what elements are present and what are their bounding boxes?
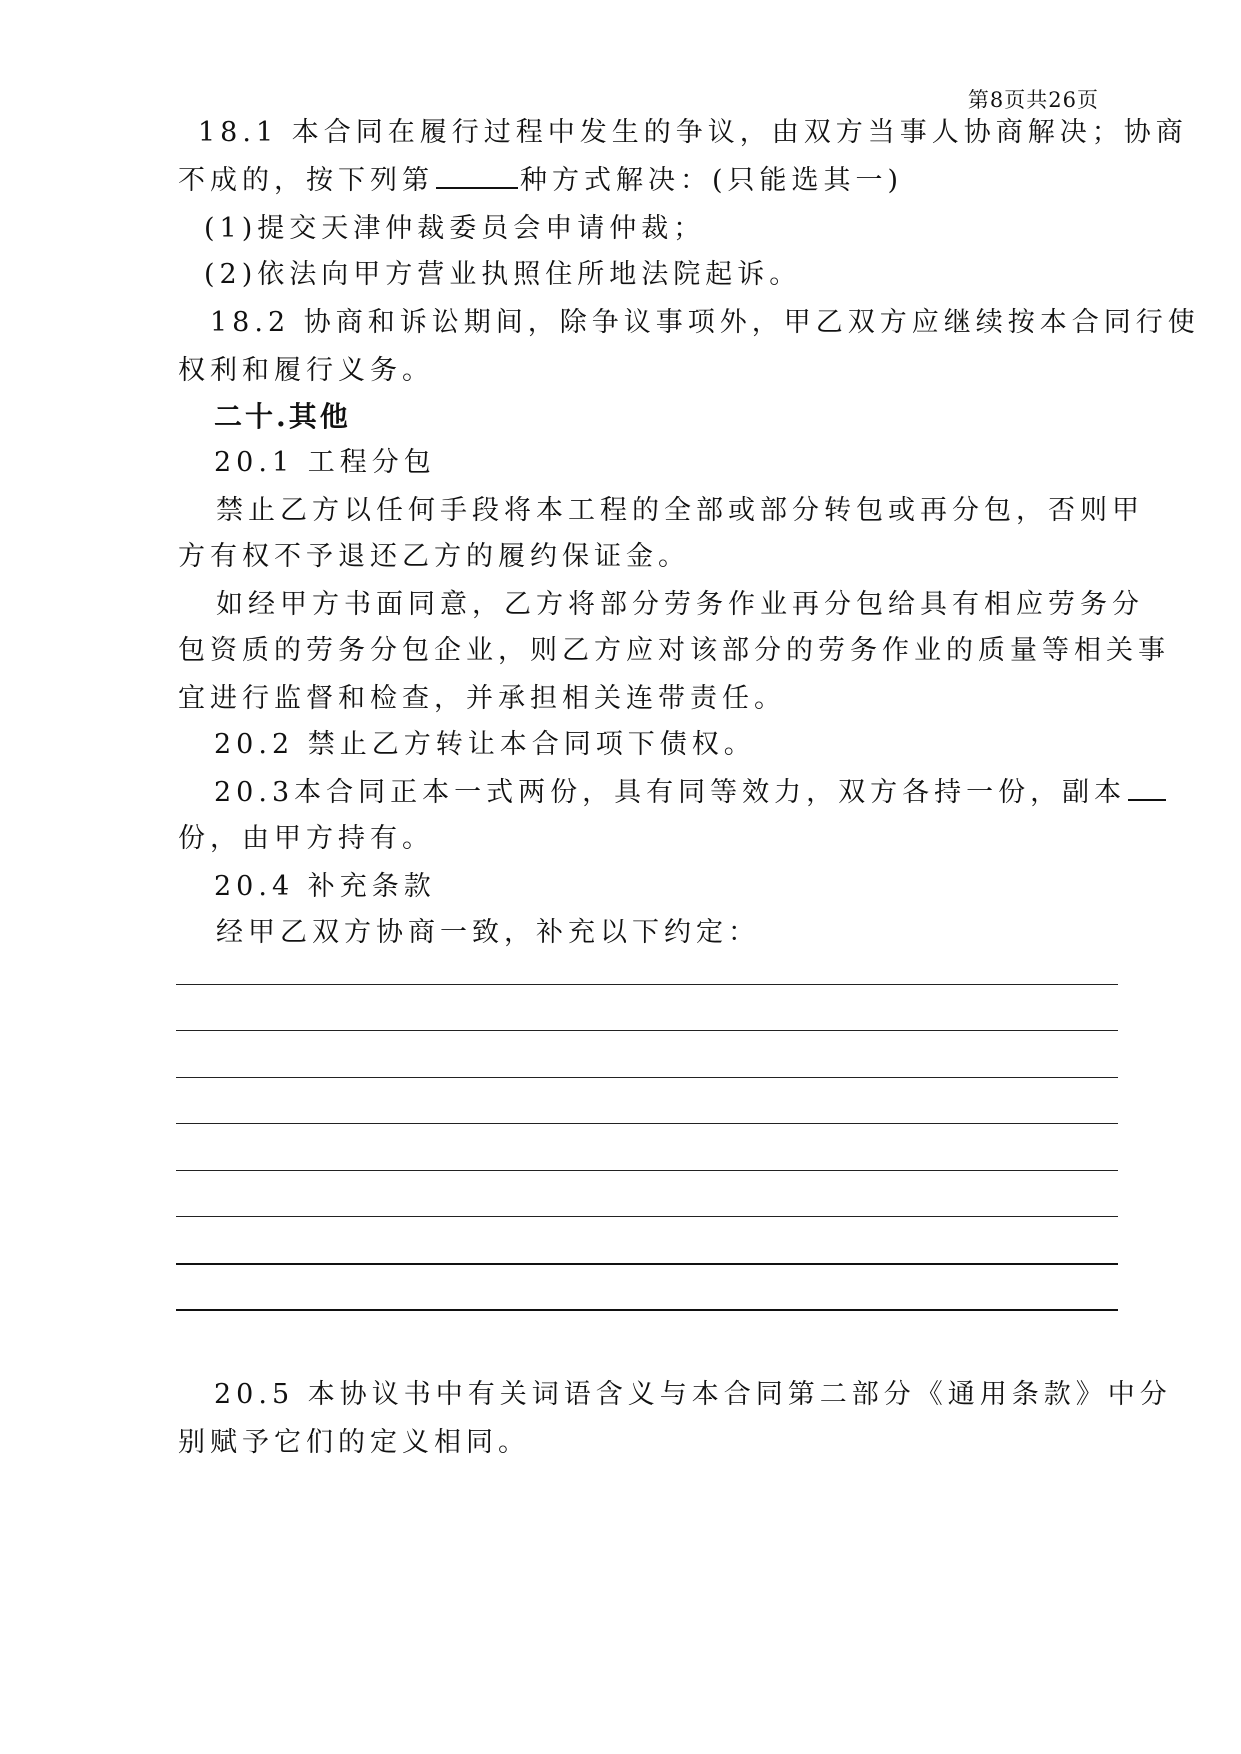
clause-20-3-line2: 份，由甲方持有。 — [178, 823, 434, 854]
clause-18-1-line1: 18.1 本合同在履行过程中发生的争议，由双方当事人协商解决；协商 — [198, 117, 1188, 148]
supplement-line — [176, 1170, 1118, 1171]
clause-20-3-line1-text: 20.3本合同正本一式两份，具有同等效力，双方各持一份，副本 — [214, 777, 1127, 808]
option-arbitration: (1)提交天津仲裁委员会申请仲裁； — [204, 213, 706, 244]
supplement-line — [176, 1123, 1118, 1124]
supplement-line — [176, 1030, 1118, 1031]
clause-20-1-a-line1: 禁止乙方以任何手段将本工程的全部或部分转包或再分包，否则甲 — [216, 495, 1144, 526]
page-number: 第8页共26页 — [967, 88, 1099, 112]
clause-20-1-a-line2: 方有权不予退还乙方的履约保证金。 — [178, 541, 690, 572]
clause-20-2: 20.2 禁止乙方转让本合同项下债权。 — [214, 729, 756, 760]
supplement-line — [176, 1309, 1118, 1311]
copies-blank — [1128, 769, 1166, 801]
section-heading-other: 二十.其他 — [214, 400, 351, 433]
clause-18-2-line1: 18.2 协商和诉讼期间，除争议事项外，甲乙双方应继续按本合同行使 — [210, 307, 1200, 338]
supplement-line — [176, 1216, 1118, 1217]
dispute-method-blank — [436, 157, 518, 189]
option-litigation: (2)依法向甲方营业执照住所地法院起诉。 — [204, 259, 802, 290]
clause-20-1-b-line2: 包资质的劳务分包企业，则乙方应对该部分的劳务作业的质量等相关事 — [178, 635, 1170, 666]
clause-20-4-title: 20.4 补充条款 — [214, 871, 436, 902]
clause-20-4-intro: 经甲乙双方协商一致，补充以下约定： — [216, 917, 760, 948]
clause-20-5-line2: 别赋予它们的定义相同。 — [178, 1427, 530, 1458]
supplement-line — [176, 984, 1118, 985]
clause-18-1-line2-pre: 不成的，按下列第 — [178, 165, 434, 196]
clause-20-1-b-line1: 如经甲方书面同意，乙方将部分劳务作业再分包给具有相应劳务分 — [216, 589, 1144, 620]
clause-20-5-line1: 20.5 本协议书中有关词语含义与本合同第二部分《通用条款》中分 — [214, 1379, 1172, 1410]
supplement-line — [176, 1263, 1118, 1265]
supplement-line — [176, 1077, 1118, 1078]
clause-18-2-line2: 权利和履行义务。 — [178, 355, 434, 386]
clause-18-1-line2 — [178, 154, 1118, 208]
clause-20-1-b-line3: 宜进行监督和检查，并承担相关连带责任。 — [178, 683, 786, 714]
clause-20-1-title: 20.1 工程分包 — [214, 447, 436, 478]
clause-18-1-line2-post: 种方式解决：(只能选其一) — [520, 165, 904, 196]
